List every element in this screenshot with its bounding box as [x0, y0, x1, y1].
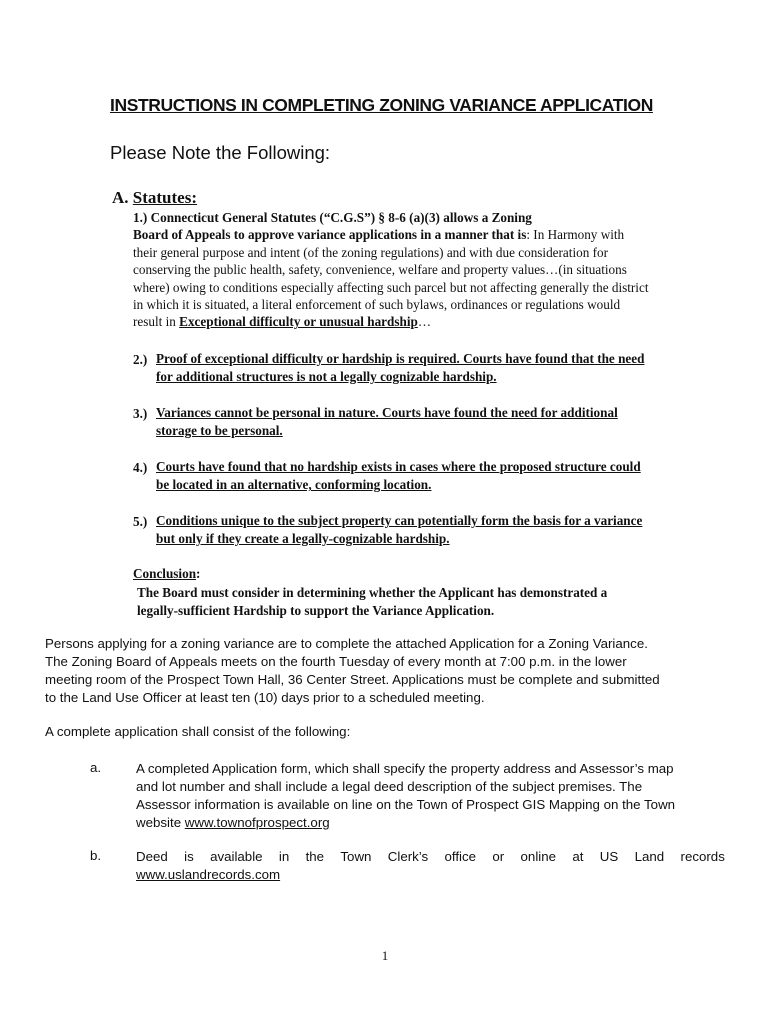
- item1-line1: 1.) Connecticut General Statutes (“C.G.S”) § 8-6 (a)(3) allows a Zoning: [133, 210, 532, 225]
- list-a-line4-start: website: [136, 815, 185, 830]
- list-b-word: Deed: [136, 849, 168, 864]
- item3-line2: storage to be personal.: [156, 423, 283, 438]
- document-title: INSTRUCTIONS IN COMPLETING ZONING VARIANCE APPLICATION: [110, 95, 653, 115]
- item1-line7-start: result in: [133, 314, 180, 330]
- item5-line2: but only if they create a legally-cognizable hardship.: [156, 531, 450, 546]
- town-website-link[interactable]: www.townofprospect.org: [184, 815, 330, 830]
- paragraph-line3: meeting room of the Prospect Town Hall, 36 Center Street. Applications must be complete and submitted: [45, 672, 660, 687]
- list-marker-a: a.: [90, 760, 102, 775]
- statute-item-1: [133, 209, 733, 331]
- item1-line4: conserving the public health, safety, convenience, welfare and property values…(in situations: [133, 262, 627, 278]
- statute-item-3: [156, 404, 618, 440]
- statute-item-2: [156, 350, 644, 386]
- item1-line2-rest: : In Harmony with: [526, 227, 625, 243]
- list-b-word: US: [599, 849, 619, 864]
- item1-line2-bold: Board of Appeals to approve variance applications in a manner that is: [133, 227, 527, 243]
- item2-line1: Proof of exceptional difficulty or hardship is required. Courts have found that the need: [156, 351, 645, 366]
- conclusion-text: [137, 584, 607, 619]
- item1-line3: their general purpose and intent (of the zoning regulations) and with due consideration for: [133, 244, 608, 260]
- list-b-word: the: [305, 849, 325, 864]
- list-b-word: records: [680, 849, 725, 864]
- item1-line7-end: …: [417, 314, 431, 330]
- paragraph-line1: Persons applying for a zoning variance are to complete the attached Application for a Zoning Variance.: [45, 636, 648, 651]
- item1-line7-emphasis: Exceptional difficulty or unusual hardship: [179, 314, 418, 330]
- item4-line2: be located in an alternative, conforming location.: [156, 477, 432, 492]
- conclusion-heading: [133, 566, 200, 582]
- paragraph-line2: The Zoning Board of Appeals meets on the fourth Tuesday of every month at 7:00 p.m. in the lower: [45, 654, 627, 669]
- list-b-word: or: [492, 849, 505, 864]
- page-number: 1: [381, 948, 389, 963]
- conclusion-heading-text: Conclusion: [133, 566, 197, 581]
- conclusion-colon: :: [196, 566, 201, 581]
- list-b-word: Town: [340, 849, 372, 864]
- item4-number: 4.): [133, 460, 148, 475]
- item2-number: 2.): [133, 352, 148, 367]
- item3-line1: Variances cannot be personal in nature. Courts have found the need for additional: [156, 405, 618, 420]
- item2-line2: for additional structures is not a legally cognizable hardship.: [156, 369, 497, 384]
- info-paragraph: [45, 635, 660, 707]
- item3-number: 3.): [133, 406, 148, 421]
- conclusion-line2: legally-sufficient Hardship to support the Variance Application.: [137, 602, 495, 618]
- conclusion-line1: The Board must consider in determining whether the Applicant has demonstrated a: [137, 585, 608, 600]
- list-item-a: [136, 760, 725, 832]
- item5-line1: Conditions unique to the subject property can potentially form the basis for a variance: [156, 513, 643, 528]
- list-b-word: Land: [634, 849, 665, 864]
- list-a-line2: and lot number and shall include a legal deed description of the subject premises. The: [136, 779, 643, 794]
- list-b-word: office: [444, 849, 477, 864]
- list-a-line1: A completed Application form, which shall specify the property address and Assessor’s map: [136, 761, 674, 776]
- requirements-intro: A complete application shall consist of the following:: [45, 724, 351, 739]
- statute-item-5: [156, 512, 642, 548]
- item5-number: 5.): [133, 514, 148, 529]
- list-b-line1: [136, 848, 725, 866]
- land-records-link[interactable]: www.uslandrecords.com: [136, 867, 281, 882]
- list-b-word: in: [278, 849, 290, 864]
- list-b-word: online: [520, 849, 557, 864]
- list-item-b: [136, 848, 725, 884]
- item4-line1: Courts have found that no hardship exists in cases where the proposed structure could: [156, 459, 641, 474]
- statute-item-4: [156, 458, 641, 494]
- section-a-heading: [112, 188, 197, 208]
- item1-line6: in which it is situated, a literal enforcement of such bylaws, ordinances or regulations would: [133, 297, 621, 313]
- list-b-word: Clerk’s: [387, 849, 429, 864]
- item1-line5: where) owing to conditions especially affecting such parcel but not affecting generally the district: [133, 279, 649, 295]
- list-b-word: at: [572, 849, 584, 864]
- section-a-title: Statutes:: [132, 188, 197, 207]
- list-a-line3: Assessor information is available on line on the Town of Prospect GIS Mapping on the Town: [136, 797, 676, 812]
- list-b-word: is: [184, 849, 194, 864]
- paragraph-line4: to the Land Use Officer at least ten (10) days prior to a scheduled meeting.: [45, 690, 485, 705]
- note-heading: Please Note the Following:: [110, 142, 331, 163]
- list-b-word: available: [210, 849, 263, 864]
- section-a-marker: A.: [112, 188, 129, 207]
- list-marker-b: b.: [90, 848, 102, 863]
